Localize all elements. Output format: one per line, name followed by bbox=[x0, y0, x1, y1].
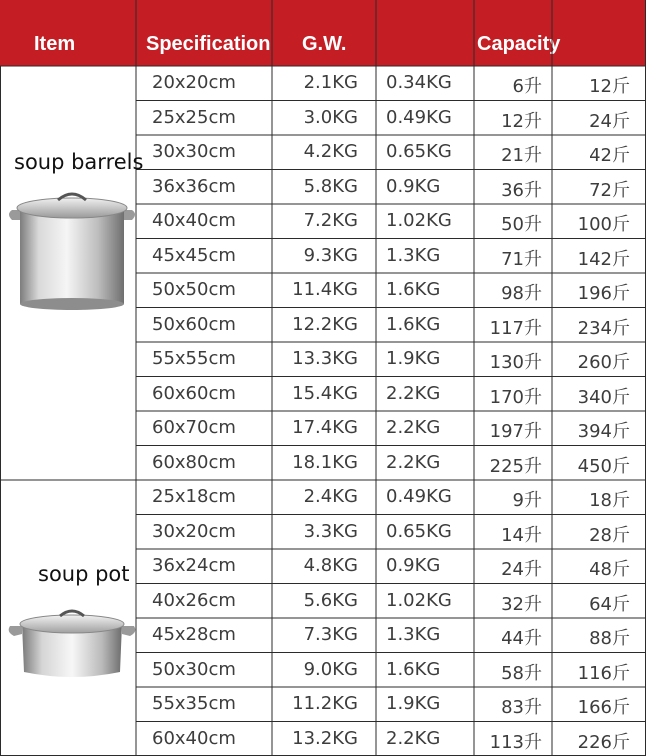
header-capacity: Capacity bbox=[477, 33, 561, 55]
capacity-jin-cell: 166斤 bbox=[577, 697, 630, 719]
gw-cell: 13.3KG bbox=[292, 348, 358, 370]
spec-cell: 25x18cm bbox=[152, 486, 236, 508]
header-specification: Specification bbox=[146, 33, 271, 55]
spec-cell: 30x20cm bbox=[152, 520, 236, 542]
spec-cell: 45x28cm bbox=[152, 624, 236, 646]
capacity-sheng-cell: 44升 bbox=[501, 628, 542, 650]
spec-cell: 50x30cm bbox=[152, 658, 236, 680]
capacity-kg-cell: 2.2KG bbox=[386, 382, 441, 404]
spec-cell: 20x20cm bbox=[152, 72, 236, 94]
capacity-jin-cell: 42斤 bbox=[589, 145, 630, 167]
capacity-sheng-cell: 6升 bbox=[512, 76, 542, 98]
capacity-sheng-cell: 130升 bbox=[489, 352, 542, 374]
gw-cell: 3.0KG bbox=[303, 106, 358, 128]
spec-cell: 60x60cm bbox=[152, 382, 236, 404]
capacity-sheng-cell: 71升 bbox=[501, 248, 542, 270]
capacity-kg-cell: 1.3KG bbox=[386, 624, 441, 646]
capacity-jin-cell: 88斤 bbox=[589, 628, 630, 650]
gw-cell: 3.3KG bbox=[303, 520, 358, 542]
capacity-sheng-cell: 21升 bbox=[501, 145, 542, 167]
gw-cell: 4.2KG bbox=[303, 141, 358, 163]
capacity-sheng-cell: 24升 bbox=[501, 559, 542, 581]
capacity-kg-cell: 1.6KG bbox=[386, 279, 441, 301]
soup-pot-icon bbox=[8, 604, 136, 684]
capacity-kg-cell: 1.02KG bbox=[386, 589, 452, 611]
capacity-sheng-cell: 113升 bbox=[489, 731, 542, 753]
capacity-jin-cell: 196斤 bbox=[577, 283, 630, 305]
gw-cell: 2.1KG bbox=[303, 72, 358, 94]
capacity-kg-cell: 0.49KG bbox=[386, 486, 452, 508]
capacity-jin-cell: 450斤 bbox=[577, 455, 630, 477]
capacity-sheng-cell: 12升 bbox=[501, 110, 542, 132]
header-item: Item bbox=[34, 33, 76, 55]
capacity-sheng-cell: 58升 bbox=[501, 662, 542, 684]
capacity-sheng-cell: 9升 bbox=[512, 490, 542, 512]
gw-cell: 13.2KG bbox=[292, 727, 358, 749]
spec-cell: 60x40cm bbox=[152, 727, 236, 749]
gw-cell: 7.3KG bbox=[303, 624, 358, 646]
capacity-kg-cell: 0.9KG bbox=[386, 555, 441, 577]
capacity-kg-cell: 1.9KG bbox=[386, 693, 441, 715]
capacity-kg-cell: 1.6KG bbox=[386, 658, 441, 680]
capacity-kg-cell: 0.49KG bbox=[386, 106, 452, 128]
capacity-kg-cell: 2.2KG bbox=[386, 727, 441, 749]
capacity-jin-cell: 394斤 bbox=[577, 421, 630, 443]
capacity-sheng-cell: 83升 bbox=[501, 697, 542, 719]
gw-cell: 9.3KG bbox=[303, 244, 358, 266]
capacity-jin-cell: 72斤 bbox=[589, 179, 630, 201]
spec-cell: 36x36cm bbox=[152, 175, 236, 197]
capacity-sheng-cell: 117升 bbox=[489, 317, 542, 339]
spec-cell: 40x40cm bbox=[152, 210, 236, 232]
capacity-jin-cell: 226斤 bbox=[577, 731, 630, 753]
capacity-jin-cell: 260斤 bbox=[577, 352, 630, 374]
gw-cell: 11.2KG bbox=[292, 693, 358, 715]
capacity-kg-cell: 1.3KG bbox=[386, 244, 441, 266]
spec-cell: 36x24cm bbox=[152, 555, 236, 577]
capacity-sheng-cell: 98升 bbox=[501, 283, 542, 305]
gw-cell: 5.6KG bbox=[303, 589, 358, 611]
group-label-soup-pot: soup pot bbox=[38, 562, 130, 586]
gw-cell: 17.4KG bbox=[292, 417, 358, 439]
header-gw: G.W. bbox=[302, 33, 347, 55]
spec-cell: 30x30cm bbox=[152, 141, 236, 163]
capacity-jin-cell: 340斤 bbox=[577, 386, 630, 408]
spec-cell: 55x55cm bbox=[152, 348, 236, 370]
capacity-kg-cell: 2.2KG bbox=[386, 417, 441, 439]
capacity-jin-cell: 48斤 bbox=[589, 559, 630, 581]
capacity-jin-cell: 18斤 bbox=[589, 490, 630, 512]
capacity-jin-cell: 12斤 bbox=[589, 76, 630, 98]
spec-cell: 50x50cm bbox=[152, 279, 236, 301]
capacity-jin-cell: 24斤 bbox=[589, 110, 630, 132]
gw-cell: 2.4KG bbox=[303, 486, 358, 508]
capacity-kg-cell: 1.02KG bbox=[386, 210, 452, 232]
capacity-jin-cell: 100斤 bbox=[577, 214, 630, 236]
spec-cell: 55x35cm bbox=[152, 693, 236, 715]
gw-cell: 12.2KG bbox=[292, 313, 358, 335]
stock-pot-icon bbox=[8, 188, 136, 314]
capacity-kg-cell: 0.65KG bbox=[386, 141, 452, 163]
capacity-kg-cell: 0.34KG bbox=[386, 72, 452, 94]
gw-cell: 7.2KG bbox=[303, 210, 358, 232]
gw-cell: 18.1KG bbox=[292, 451, 358, 473]
spec-cell: 45x45cm bbox=[152, 244, 236, 266]
capacity-jin-cell: 28斤 bbox=[589, 524, 630, 546]
gw-cell: 9.0KG bbox=[303, 658, 358, 680]
capacity-sheng-cell: 225升 bbox=[489, 455, 542, 477]
capacity-kg-cell: 0.65KG bbox=[386, 520, 452, 542]
capacity-jin-cell: 64斤 bbox=[589, 593, 630, 615]
group-label-soup-barrels: soup barrels bbox=[14, 150, 144, 174]
spec-cell: 50x60cm bbox=[152, 313, 236, 335]
spec-cell: 40x26cm bbox=[152, 589, 236, 611]
capacity-sheng-cell: 32升 bbox=[501, 593, 542, 615]
capacity-kg-cell: 1.9KG bbox=[386, 348, 441, 370]
capacity-sheng-cell: 170升 bbox=[489, 386, 542, 408]
capacity-kg-cell: 1.6KG bbox=[386, 313, 441, 335]
gw-cell: 5.8KG bbox=[303, 175, 358, 197]
capacity-sheng-cell: 14升 bbox=[501, 524, 542, 546]
capacity-sheng-cell: 36升 bbox=[501, 179, 542, 201]
capacity-sheng-cell: 50升 bbox=[501, 214, 542, 236]
capacity-jin-cell: 234斤 bbox=[577, 317, 630, 339]
spec-cell: 60x70cm bbox=[152, 417, 236, 439]
capacity-kg-cell: 0.9KG bbox=[386, 175, 441, 197]
spec-cell: 60x80cm bbox=[152, 451, 236, 473]
capacity-kg-cell: 2.2KG bbox=[386, 451, 441, 473]
capacity-jin-cell: 116斤 bbox=[577, 662, 630, 684]
gw-cell: 4.8KG bbox=[303, 555, 358, 577]
spec-cell: 25x25cm bbox=[152, 106, 236, 128]
capacity-jin-cell: 142斤 bbox=[577, 248, 630, 270]
capacity-sheng-cell: 197升 bbox=[489, 421, 542, 443]
gw-cell: 11.4KG bbox=[292, 279, 358, 301]
gw-cell: 15.4KG bbox=[292, 382, 358, 404]
